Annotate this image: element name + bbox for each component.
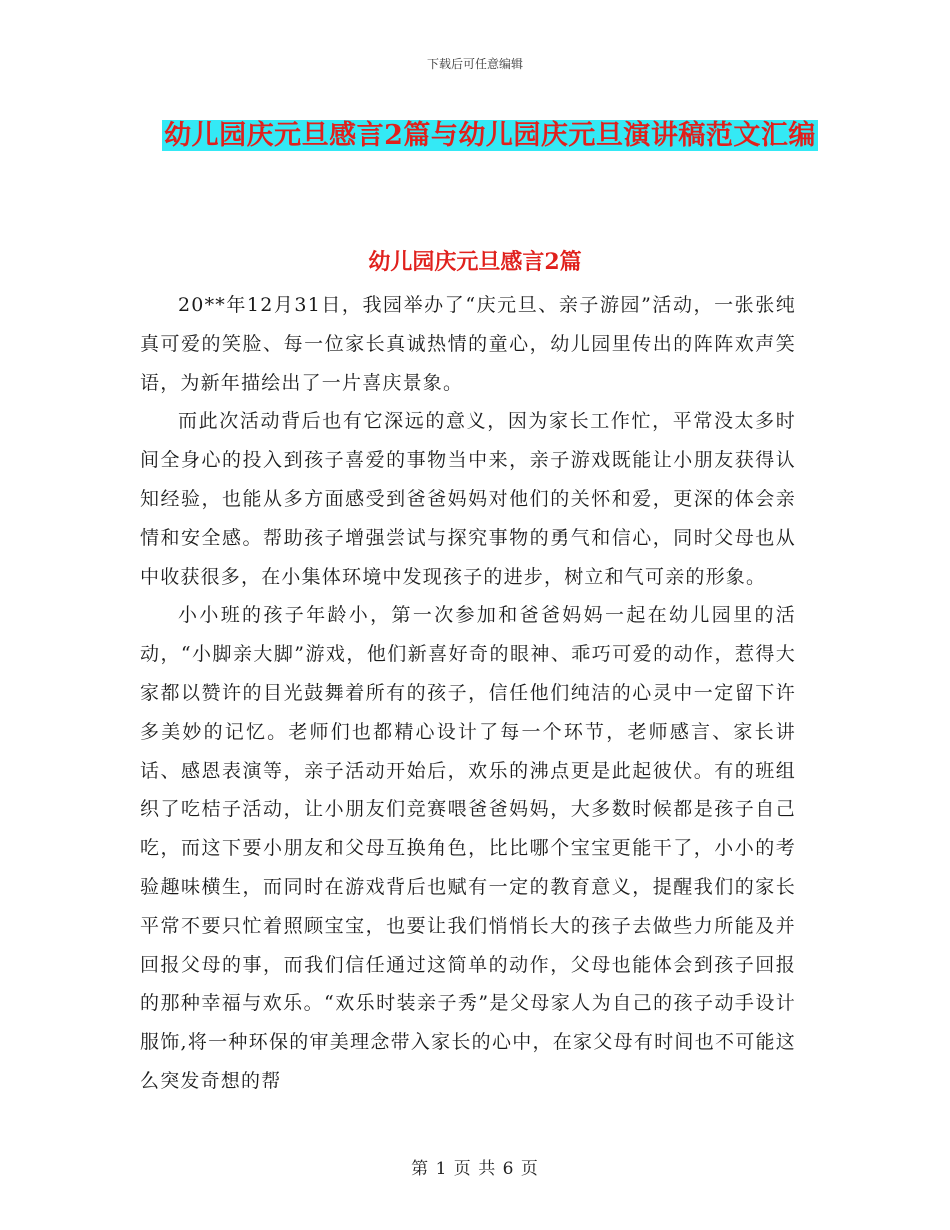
paragraph: 而此次活动背后也有它深远的意义，因为家长工作忙，平常没太多时间全身心的投入到孩子喜爱的事物当中来，亲子游戏既能让小朋友获得认知经验，也能从多方面感受到爸爸妈妈对他们的关怀和爱，更深的体会亲情和安全感。帮助孩子增强尝试与探究事物的勇气和信心，同时父母也从中收获很多，在小集体环境中发现孩子的进步，树立和气可亲的形象。 [140, 410, 796, 588]
paragraph: 20**年12月31日，我园举办了“庆元旦、亲子游园”活动，一张张纯真可爱的笑脸、每一位家长真诚热情的童心，幼儿园里传出的阵阵欢声笑语，为新年描绘出了一片喜庆景象。 [140, 294, 796, 394]
paragraph: 小小班的孩子年龄小，第一次参加和爸爸妈妈一起在幼儿园里的活动，“小脚亲大脚”游戏，他们新喜好奇的眼神、乖巧可爱的动作，惹得大家都以赞许的目光鼓舞着所有的孩子，信任他们纯洁的心灵中一定留下许多美妙的记忆。老师们也都精心设计了每一个环节，老师感言、家长讲话、感恩表演等，亲子活动开始后，欢乐的沸点更是此起彼伏。有的班组织了吃桔子活动，让小朋友们竞赛喂爸爸妈妈，大多数时候都是孩子自己吃，而这下要小朋友和父母互换角色，比比哪个宝宝更能干了，小小的考验趣味横生，而同时在游戏背后也赋有一定的教育意义，提醒我们的家长平常不要只忙着照顾宝宝，也要让我们悄悄长大的孩子去做些力所能及并回报父母的事，而我们信任通过这简单的动作，父母也能体会到孩子回报的那种幸福与欢乐。“欢乐时装亲子秀”是父母家人为自己的孩子动手设计服饰,将一种环保的审美理念带入家长的心中，在家父母有时间也不可能这么突发奇想的帮 [140, 604, 796, 1092]
header-note: 下载后可任意编辑 [426, 57, 523, 71]
page-footer: 第 1 页 共 6 页 [411, 1159, 539, 1179]
document-title [140, 110, 840, 162]
section-title: 幼儿园庆元旦感言2篇 [368, 249, 582, 275]
document-title-text: 幼儿园庆元旦感言2篇与幼儿园庆元旦演讲稿范文汇编 [164, 120, 816, 151]
body-text [140, 286, 796, 1101]
